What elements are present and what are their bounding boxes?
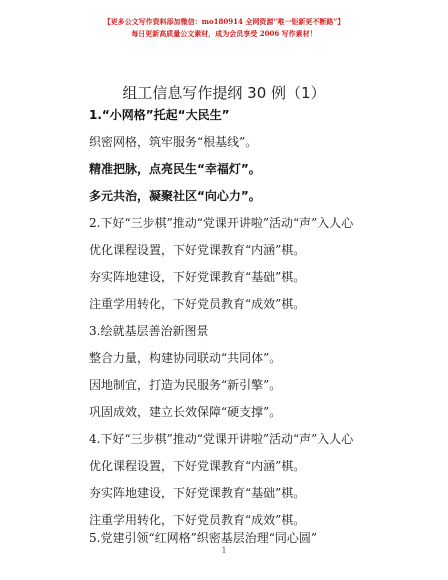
body-line: 注重学用转化，下好党员教育“成效”棋。 [89, 297, 306, 311]
body-line: 夯实阵地建设，下好党课教育“基础”棋。 [89, 270, 306, 284]
section-heading-3: 3.绘就基层善治新图景 [89, 324, 209, 338]
body-line: 夯实阵地建设，下好党课教育“基础”棋。 [89, 486, 306, 500]
page-number: 1 [221, 546, 227, 555]
section-heading-4: 4.下好“三步棋”推动“党课开讲啦”活动“声”入人心 [89, 432, 354, 446]
body-line: 因地制宜，打造为民服务“新引擎”。 [89, 378, 282, 392]
section-heading-2: 2.下好“三步棋”推动“党课开讲啦”活动“声”入人心 [89, 216, 354, 230]
body-line: 注重学用转化，下好党员教育“成效”棋。 [89, 513, 306, 527]
body-line: 优化课程设置，下好党课教育“内涵”棋。 [89, 243, 306, 257]
body-line: 巩固成效，建立长效保障“硬支撑”。 [89, 405, 282, 419]
section-heading-5: 5.党建引领“红网格”织密基层治理“同心圆” [89, 531, 317, 545]
section-heading-1: 1.“小网格”托起“大民生” [89, 108, 230, 122]
bold-line: 精准把脉，点亮民生“幸福灯”。 [89, 162, 261, 176]
promo-banner-line-1: 【更多公文写作资料添加微信：mo180914 全网资源“唯一钜新更不断路”】 [103, 17, 345, 26]
document-title: 组工信息写作提纲 30 例（1） [122, 84, 326, 102]
body-line: 整合力量，构建协同联动“共同体”。 [89, 351, 282, 365]
promo-banner-line-2: 每日更新高质量公文素材，成为会员享受 2006 写作素材！ [131, 29, 317, 38]
body-line: 织密网格，筑牢服务“根基线”。 [89, 135, 258, 149]
bold-line: 多元共治，凝聚社区“向心力”。 [89, 189, 261, 203]
body-line: 优化课程设置，下好党课教育“内涵”棋。 [89, 459, 306, 473]
